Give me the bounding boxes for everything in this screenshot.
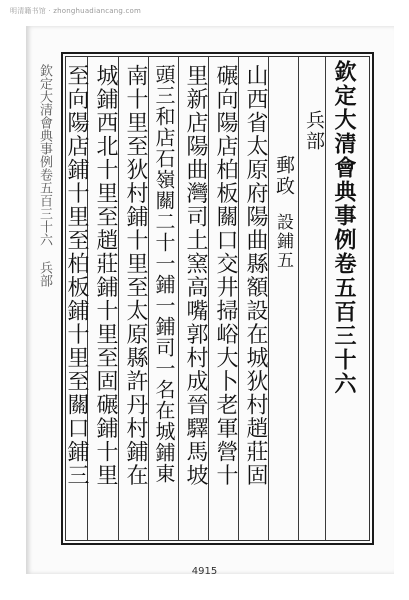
text-column-6: 城鋪西北十里至趙莊鋪十里至固碾鋪十里 — [93, 64, 118, 487]
column-rule — [148, 57, 149, 540]
column-rule — [208, 57, 209, 540]
text-column-2: 碾向陽店柏板關口交井掃峪大卜老軍營十 — [213, 64, 238, 487]
column-rule — [325, 57, 326, 540]
page-number: 4915 — [191, 566, 218, 577]
margin-running-title: 欽定大清會典事例卷五百三十六 兵部 — [37, 64, 52, 287]
text-column-3: 里新店陽曲灣司土窯高嘴郭村成晉驛馬坡 — [183, 64, 208, 487]
text-column-4: 頭三和店石嶺關二十一鋪一鋪司一名在城鋪東 — [152, 64, 176, 484]
text-column-5: 南十里至狄村鋪十里至太原縣許丹村鋪在 — [123, 64, 148, 487]
text-column-1: 山西省太原府陽曲縣額設在城狄村趙莊固 — [243, 64, 268, 487]
watermark: 明清籍书馆 · zhonghuadiancang.com — [10, 7, 142, 15]
subheading-item: 設鋪五 — [273, 213, 293, 270]
text-column-7: 至向陽店鋪十里至柏板鋪十里至關口鋪三 — [64, 64, 89, 487]
section-heading: 兵部 — [303, 110, 325, 152]
volume-title: 欽定大清會典事例卷五百三十六 — [331, 60, 357, 396]
column-rule — [298, 57, 299, 540]
column-rule — [118, 57, 119, 540]
column-rule — [268, 57, 269, 540]
subheading: 郵政 — [273, 155, 295, 197]
column-rule — [178, 57, 179, 540]
column-rule — [238, 57, 239, 540]
